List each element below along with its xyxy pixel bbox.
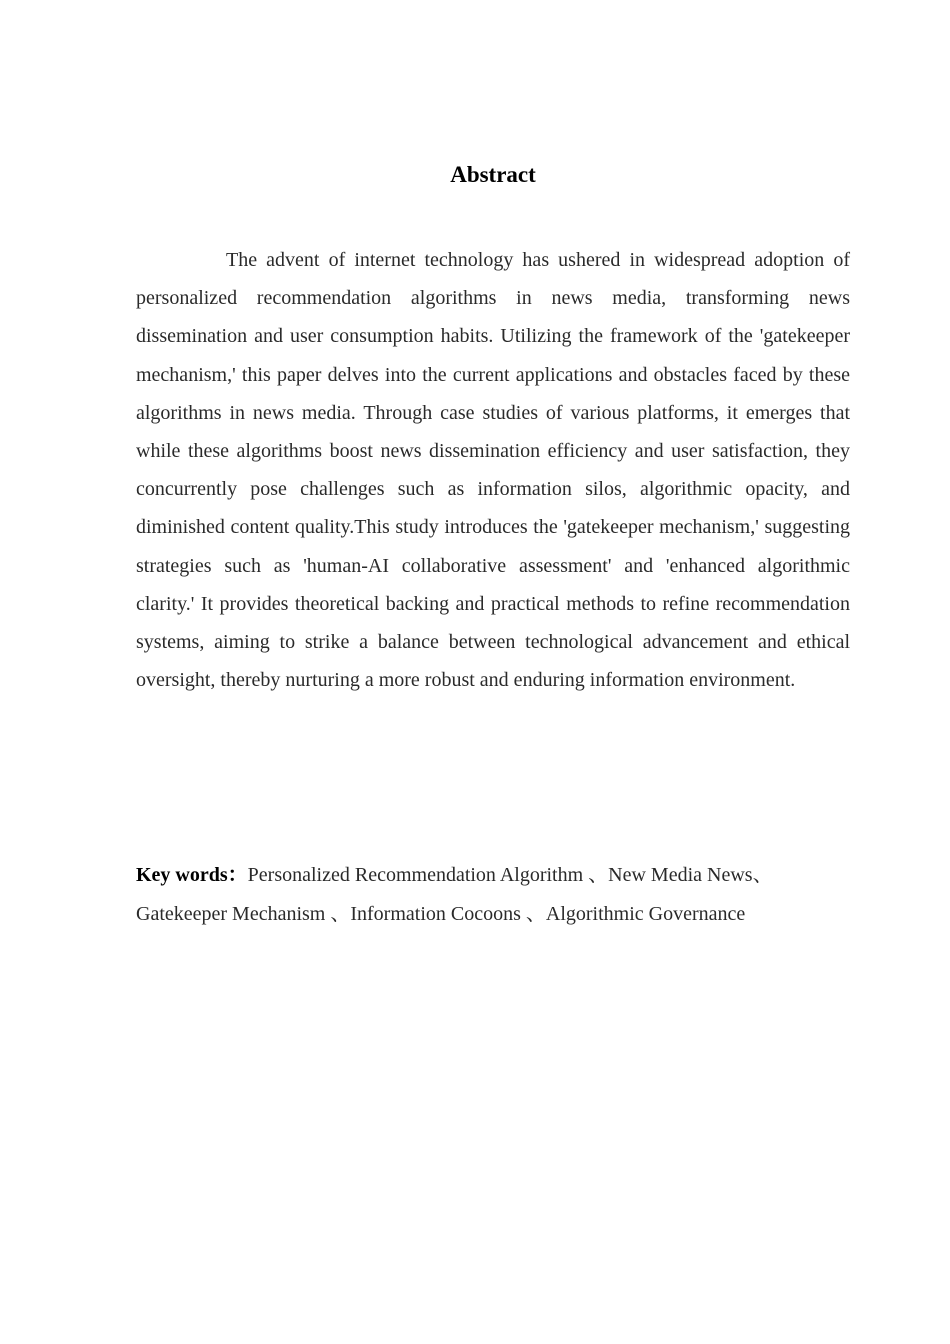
- keywords-list: Personalized Recommendation Algorithm 、New Media News、 Gatekeeper Mechanism 、Information Cocoons 、Algorithmic Governance: [136, 864, 773, 925]
- abstract-heading: Abstract: [450, 162, 536, 187]
- keywords-section: [136, 856, 796, 933]
- keywords-label: Key words：: [136, 864, 248, 886]
- abstract-paragraph: The advent of internet technology has ushered in widespread adoption of personalized recommendation algorithms in news media, transforming news dissemination and user consumption habits. Utilizing the framework of the 'gatekeeper mechanism,' this paper delves into the current applications and obstacles faced by these algorithms in news media. Through case studies of various platforms, it emerges that while these algorithms boost news dissemination efficiency and user satisfaction, they concurrently pose challenges such as information silos, algorithmic opacity, and diminished content quality.This study introduces the 'gatekeeper mechanism,' suggesting strategies such as 'human-AI collaborative assessment' and 'enhanced algorithmic clarity.' It provides theoretical backing and practical methods to refine recommendation systems, aiming to strike a balance between technological advancement and ethical oversight, thereby nurturing a more robust and enduring information environment.: [136, 249, 850, 692]
